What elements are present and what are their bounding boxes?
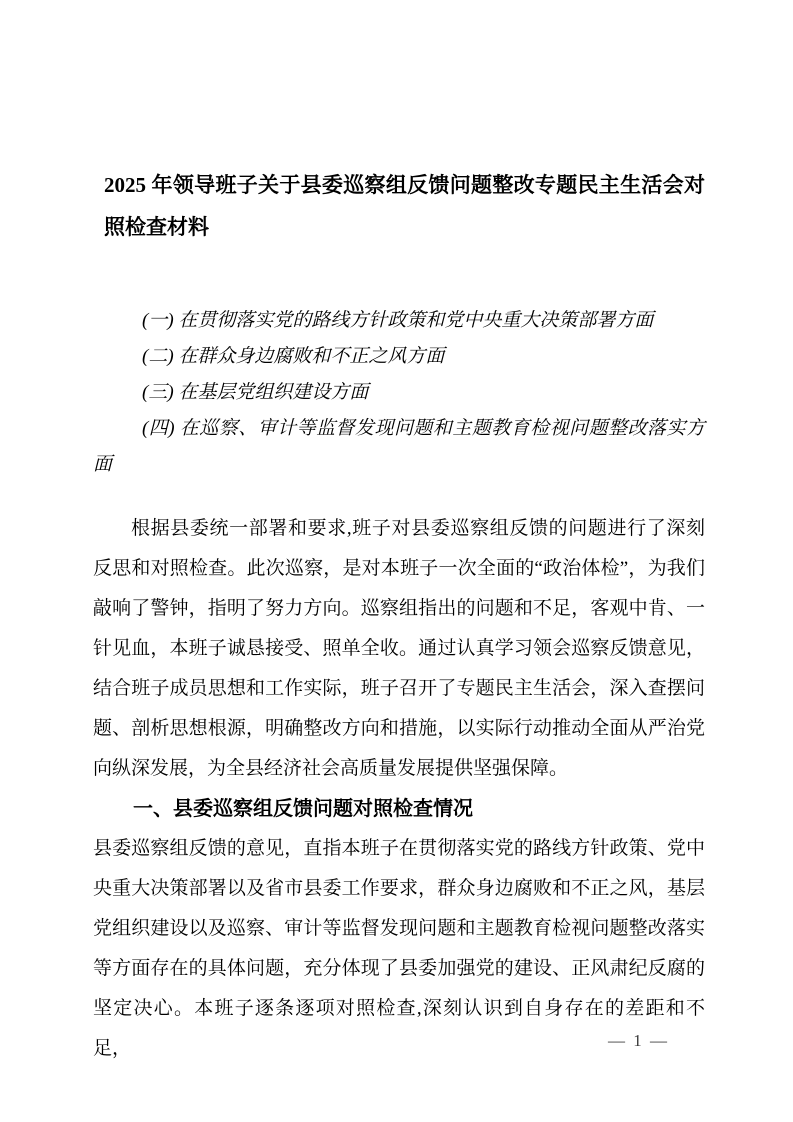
- toc-item-1: (一) 在贯彻落实党的路线方针政策和党中央重大决策部署方面: [142, 310, 654, 331]
- section-1-heading: 一、县委巡察组反馈问题对照检查情况: [133, 798, 473, 820]
- page-number: — 1 —: [608, 1031, 669, 1050]
- toc-item-3: (三) 在基层党组织建设方面: [142, 382, 369, 403]
- section-1-paragraph: 县委巡察组反馈的意见，直指本班子在贯彻落实党的路线方针政策、党中央重大决策部署以及省市县委工作要求，群众身边腐败和不正之风，基层党组织建设以及巡察、审计等监督发现问题和主题教育检视问题整改落实等方面存在的具体问题，充分体现了县委加强党的建设、正风肃纪反腐的坚定决心。本班子逐条逐项对照检查,深刻认识到自身存在的差距和不足，: [93, 838, 705, 1059]
- toc-list: [93, 303, 705, 483]
- toc-item-4: (四) 在巡察、审计等监督发现问题和主题教育检视问题整改落实方面: [93, 418, 705, 475]
- toc-item-2: (二) 在群众身边腐败和不正之风方面: [142, 346, 445, 367]
- document-title: 2025 年领导班子关于县委巡察组反馈问题整改专题民主生活会对照检查材料: [104, 173, 705, 239]
- intro-paragraph: 根据县委统一部署和要求,班子对县委巡察组反馈的问题进行了深刻反思和对照检查。此次巡察，是对本班子一次全面的“政治体检”，为我们敲响了警钟，指明了努力方向。巡察组指出的问题和不足，客观中肯、一针见血，本班子诚恳接受、照单全收。通过认真学习领会巡察反馈意见，结合班子成员思想和工作实际，班子召开了专题民主生活会，深入查摆问题、剖析思想根源，明确整改方向和措施，以实际行动推动全面从严治党向纵深发展，为全县经济社会高质量发展提供坚强保障。: [93, 518, 705, 779]
